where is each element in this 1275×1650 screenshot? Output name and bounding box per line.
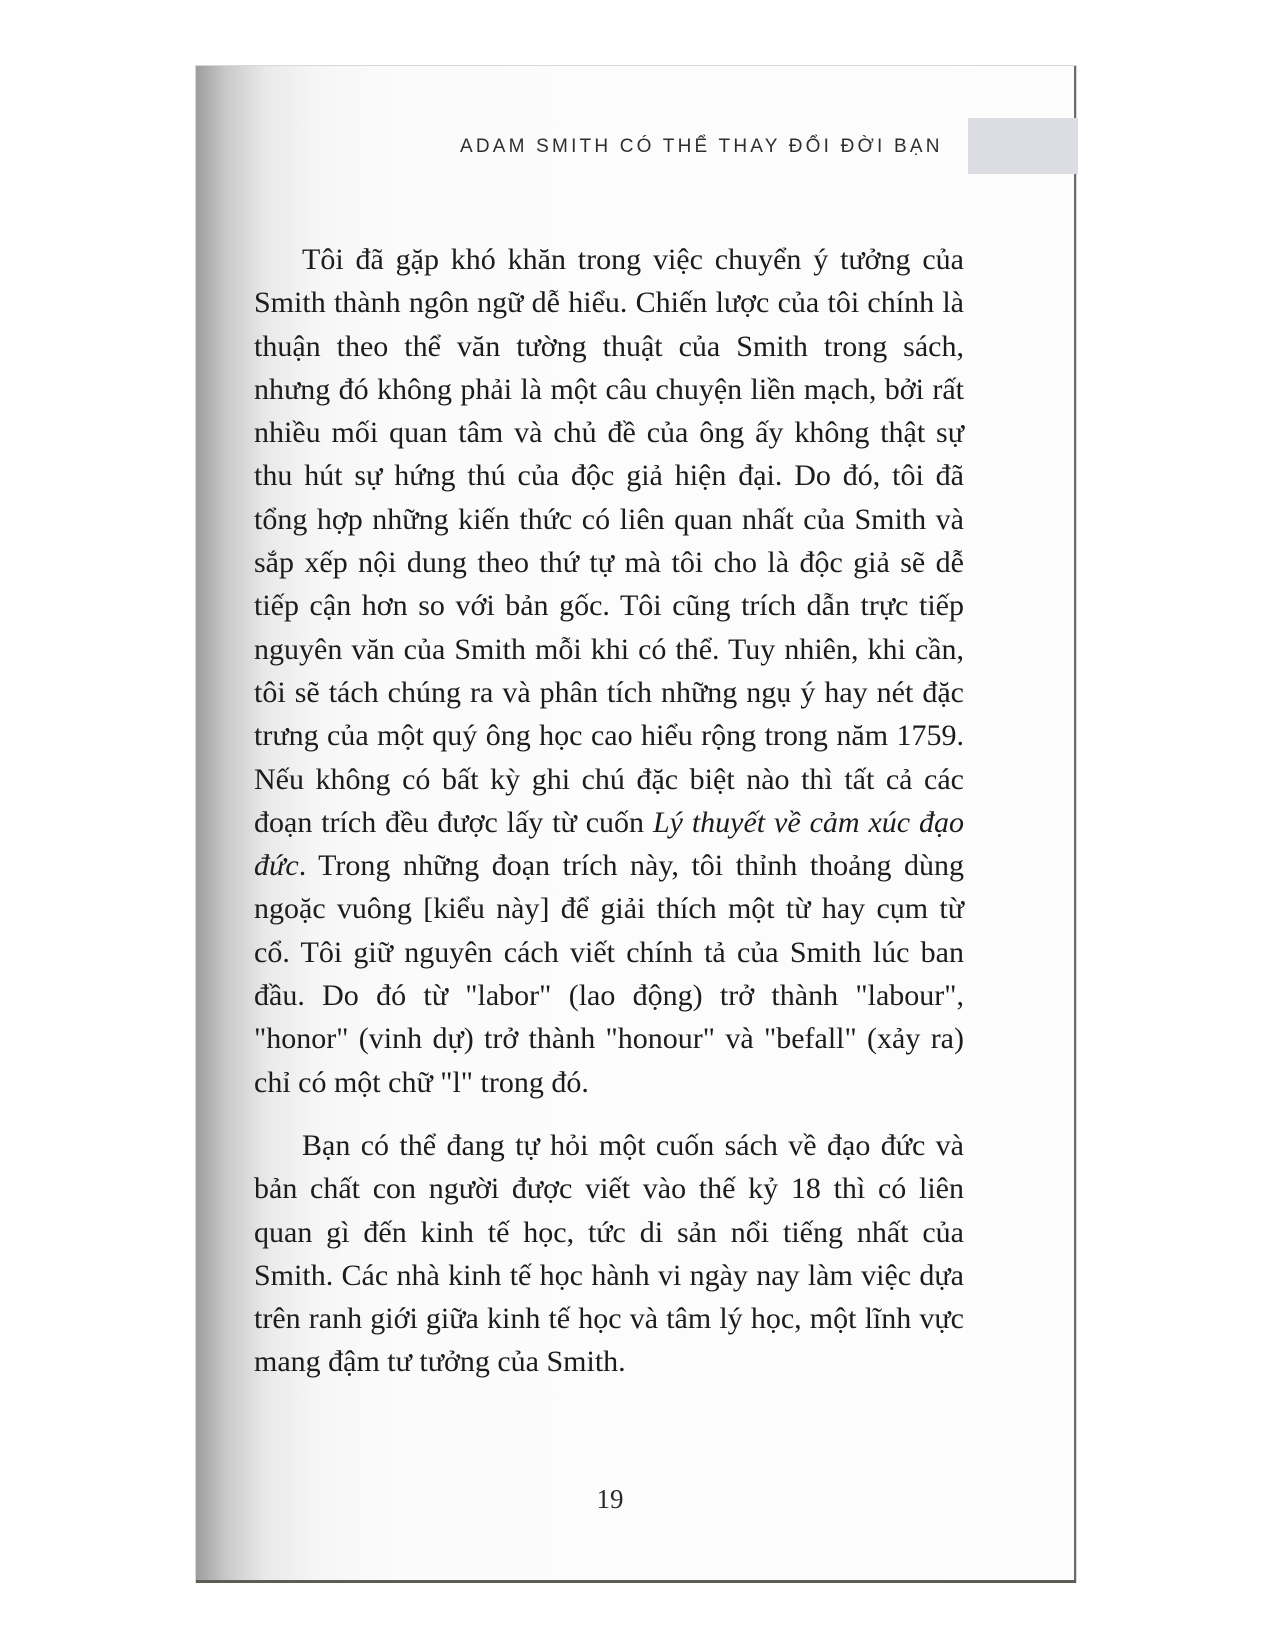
- page-number: 19: [596, 1484, 624, 1514]
- paragraph-1: [254, 238, 964, 1104]
- thumb-index-tab: [968, 118, 1078, 174]
- paragraph-2: Bạn có thể đang tự hỏi một cuốn sách về đạo đức và bản chất con người được viết vào thế kỷ 18 thì có liên quan gì đến kinh tế học, tức di sản nổi tiếng nhất của Smith. Các nhà kinh tế học hành vi ngày nay làm việc dựa trên ranh giới giữa kinh tế học và tâm lý học, một lĩnh vực mang đậm tư tưởng của Smith.: [254, 1128, 964, 1379]
- page-right-edge: [1074, 66, 1076, 1583]
- book-title-italic: Lý thuyết về cảm xúc đạo đức: [254, 805, 964, 883]
- paragraph-1-text-continued: . Trong những đoạn trích này, tôi thỉnh thoảng dùng ngoặc vuông [kiểu này] để giải thích một từ hay cụm từ cổ. Tôi giữ nguyên cách viết chính tả của Smith lúc ban đầu. Do đó từ "labor" (lao động) trở thành "labour", "honor" (vinh dự) trở thành "honour" và "befall" (xảy ra) chỉ có một chữ "l" trong đó.: [254, 849, 964, 1099]
- running-header: ADAM SMITH CÓ THỂ THAY ĐỔI ĐỜI BẠN: [460, 136, 943, 157]
- paragraph-1-text: Tôi đã gặp khó khăn trong việc chuyển ý tưởng của Smith thành ngôn ngữ dễ hiểu. Chiến lược của tôi chính là thuận theo thể văn tường thuật của Smith trong sách, nhưng đó không phải là một câu chuyện liền mạch, bởi rất nhiều mối quan tâm và chủ đề của ông ấy không thật sự thu hút sự hứng thú của độc giả hiện đại. Do đó, tôi đã tổng hợp những kiến thức có liên quan nhất của Smith và sắp xếp nội dung theo thứ tự mà tôi cho là độc giả sẽ dễ tiếp cận hơn so với bản gốc. Tôi cũng trích dẫn trực tiếp nguyên văn của Smith mỗi khi có thể. Tuy nhiên, khi cần, tôi sẽ tách chúng ra và phân tích những ngụ ý hay nét đặc trưng của một quý ông học cao hiểu rộng trong năm 1759. Nếu không có bất kỳ ghi chú đặc biệt nào thì tất cả các đoạn trích đều được lấy từ cuốn: [254, 243, 964, 839]
- body-text: [254, 238, 964, 1384]
- page-bottom-edge: [196, 1580, 1076, 1583]
